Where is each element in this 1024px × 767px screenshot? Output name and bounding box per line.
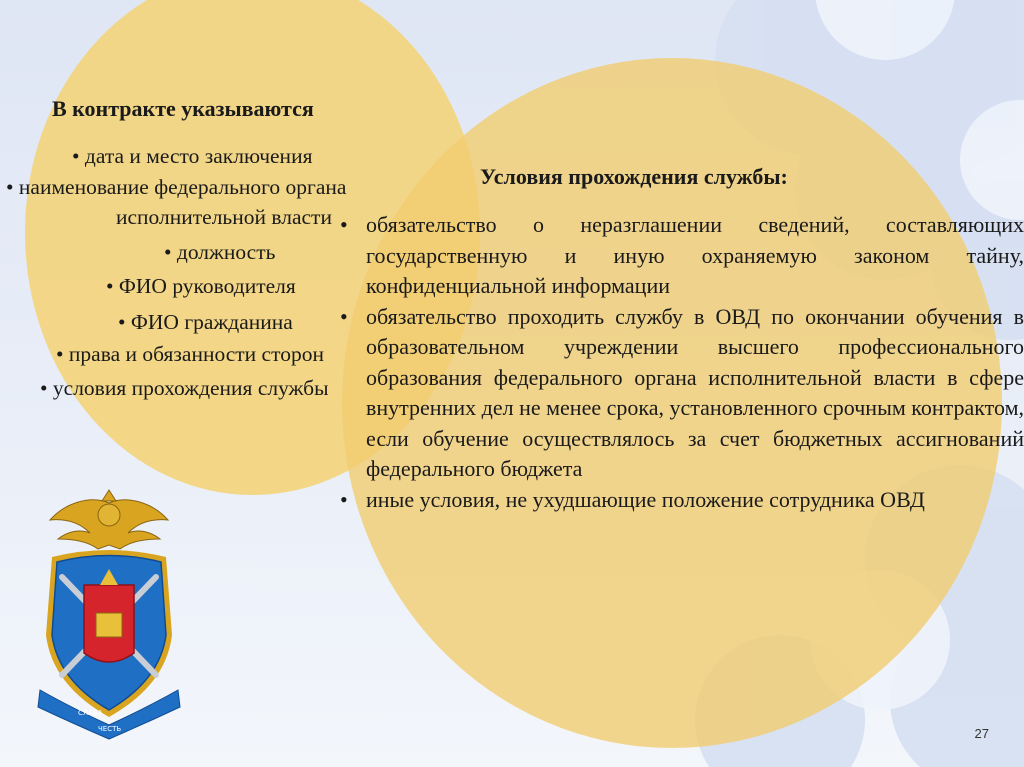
list-item: • ФИО руководителя [106, 274, 296, 298]
bullet: • [340, 486, 348, 512]
right-block-list [340, 210, 1024, 515]
emblem-ribbon-text-bottom: ЧЕСТЬ [98, 725, 122, 733]
mvd-emblem-logo [30, 485, 188, 745]
left-block-title: В контракте указываются [52, 96, 314, 121]
list-item: • дата и место заключения [72, 144, 313, 168]
page-number: 27 [974, 726, 989, 741]
list-item [340, 210, 1024, 302]
list-item-text: обязательство проходить службу в ОВД по окончании обучения в образовательном учреждении высшего профессионального образования федерального органа исполнительной власти в сфере внутренних дел не менее срока, установленного срочным контрактом, если обучение осуществлялось за счет бюджетных ассигнований федерального бюджета [366, 303, 1024, 481]
list-item [340, 302, 1024, 485]
list-item [340, 485, 1024, 516]
bullet: • [340, 303, 348, 329]
list-item: • права и обязанности сторон [56, 342, 324, 366]
shield-icon [46, 550, 172, 717]
list-item: исполнительной власти [116, 205, 332, 229]
right-block-title: Условия прохождения службы: [480, 164, 788, 189]
emblem-ribbon-text-top: СЛАВА [78, 709, 103, 717]
list-item-text: обязательство о неразглашении сведений, составляющих государственную и иную охраняемую законом тайну, конфиденциальной информации [366, 212, 1024, 298]
bullet: • [340, 212, 348, 237]
eagle-icon [50, 490, 168, 549]
list-item: • ФИО гражданина [118, 310, 293, 334]
list-item: • наименование федерального органа [6, 175, 347, 199]
list-item: • условия прохождения службы [40, 376, 329, 400]
list-item: • должность [164, 240, 276, 264]
list-item-text: иные условия, не ухудшающие положение сотрудника ОВД [366, 486, 925, 512]
